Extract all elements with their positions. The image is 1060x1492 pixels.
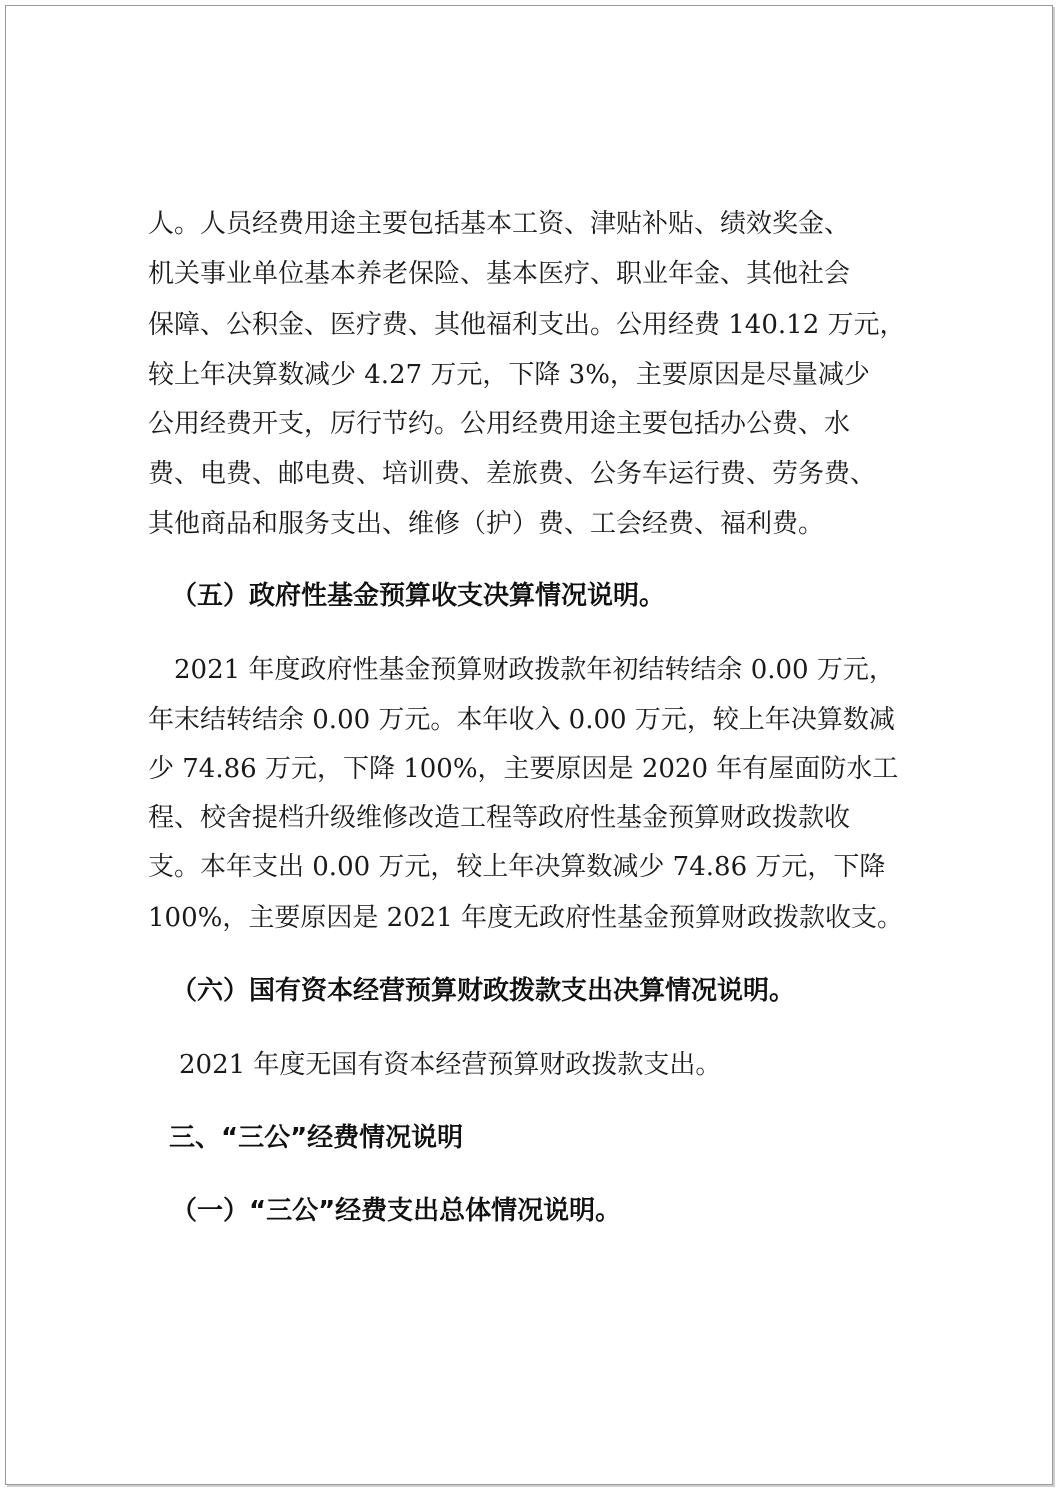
section-heading-3: 三、“三公”经费情况说明: [169, 1123, 464, 1153]
paragraph-line: 公用经费开支，厉行节约。公用经费用途主要包括办公费、水: [148, 409, 851, 439]
subsection-heading-1: （一）“三公”经费支出总体情况说明。: [171, 1196, 622, 1226]
section-heading-6: （六）国有资本经营预算财政拨款支出决算情况说明。: [171, 976, 796, 1006]
paragraph-line: 费、电费、邮电费、培训费、差旅费、公务车运行费、劳务费、: [148, 459, 877, 489]
section-heading-5: （五）政府性基金预算收支决算情况说明。: [171, 581, 666, 611]
paragraph-line: 2021 年度无国有资本经营预算财政拨款支出。: [179, 1050, 722, 1080]
paragraph-line: 年末结转结余 0.00 万元。本年收入 0.00 万元，较上年决算数减: [148, 705, 895, 735]
paragraph-line: 较上年决算数减少 4.27 万元，下降 3%，主要原因是尽量减少: [148, 360, 870, 390]
paragraph-line: 少 74.86 万元，下降 100%，主要原因是 2020 年有屋面防水工: [148, 754, 899, 784]
paragraph-line: 2021 年度政府性基金预算财政拨款年初结转结余 0.00 万元，: [174, 655, 895, 685]
paragraph-line: 保障、公积金、医疗费、其他福利支出。公用经费 140.12 万元，: [148, 310, 906, 340]
paragraph-line: 支。本年支出 0.00 万元，较上年决算数减少 74.86 万元，下降: [148, 852, 886, 882]
paragraph-line: 程、校舍提档升级维修改造工程等政府性基金预算财政拨款收: [148, 803, 851, 833]
paragraph-line: 其他商品和服务支出、维修（护）费、工会经费、福利费。: [148, 509, 825, 539]
paragraph-line: 机关事业单位基本养老保险、基本医疗、职业年金、其他社会: [148, 259, 851, 289]
paragraph-line: 人。人员经费用途主要包括基本工资、津贴补贴、绩效奖金、: [148, 209, 851, 239]
paragraph-line: 100%，主要原因是 2021 年度无政府性基金预算财政拨款收支。: [148, 903, 904, 933]
document-page: [5, 5, 1053, 1485]
